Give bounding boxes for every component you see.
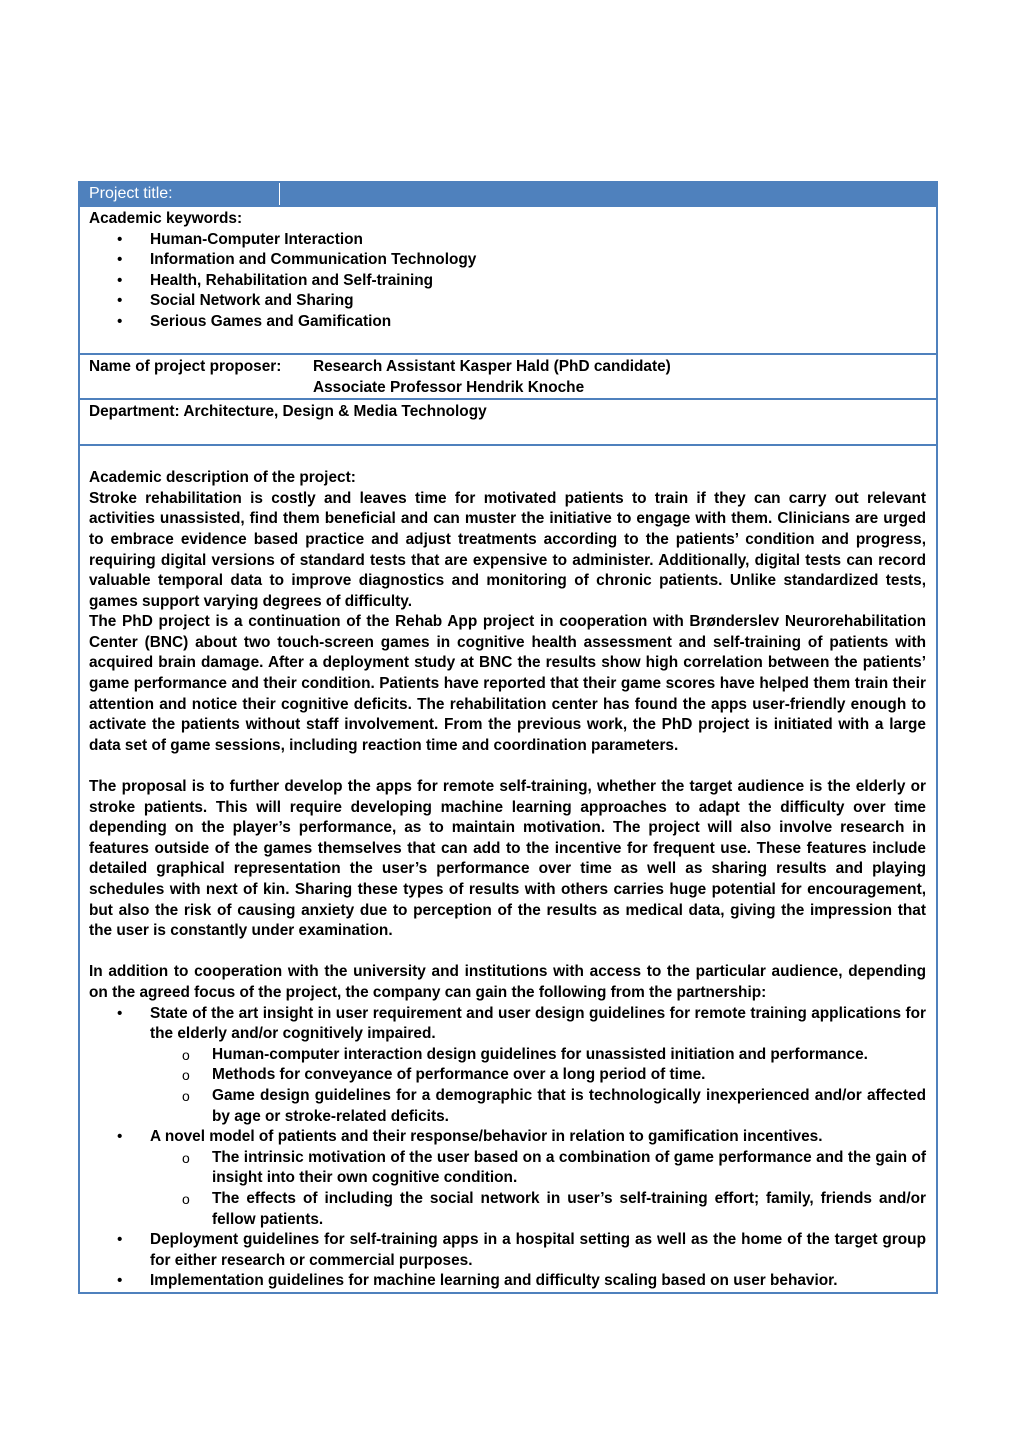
description-section: [80, 446, 936, 1292]
gain-text: • A novel model of patients and their response/behavior in relation to gamification incentives.: [150, 1128, 823, 1146]
description-paragraph: The proposal is to further develop the apps for remote self-training, whether the target audience is the elderly or stroke patients. This will require developing machine learning approaches to adapt the difficulty over time depending on the player’s performance, as to maintain motivation. The project will also involve research in features outside of the games themselves that can add to the incentive for frequent use. These features include detailed graphical representation the user’s performance over time as well as sharing results and playing schedules with next of kin. Sharing these types of results with others carries huge potential for encouragement, but also the risk of causing anxiety due to perception of the results as medical data, giving the impression that the user is constantly under examination.: [89, 778, 926, 940]
keywords-list: [89, 230, 926, 333]
keyword-item: • Human-Computer Interaction: [89, 230, 926, 251]
gain-item: [89, 1230, 926, 1271]
project-form: [78, 181, 938, 1294]
keyword-item: • Social Network and Sharing: [89, 291, 926, 312]
department-section: [80, 400, 936, 445]
gain-subitem: o Methods for conveyance of performance over a long period of time.: [150, 1065, 926, 1086]
description-heading: Academic description of the project:: [89, 469, 356, 487]
proposer-section: [80, 355, 936, 400]
department-text: Department: Architecture, Design & Media Technology: [89, 403, 487, 421]
gain-text: • Deployment guidelines for self-training apps in a hospital setting as well as the home of the target group for either research or commercial purposes.: [150, 1231, 926, 1269]
keyword-item: • Health, Rehabilitation and Self-training: [89, 271, 926, 292]
keyword-item: • Information and Communication Technology: [89, 250, 926, 271]
keywords-section: [80, 207, 936, 355]
project-title-label: Project title:: [80, 183, 280, 205]
description-paragraph: The PhD project is a continuation of the Rehab App project in cooperation with Brønderslev Neurorehabilitation Center (BNC) about two touch-screen games in cognitive health assessment and self-training of patients with acquired brain damage. After a deployment study at BNC the results show high correlation between the patients’ game performance and their condition. Patients have reported that their game scores have helped them train their attention and notice their cognitive deficits. The rehabilitation center has found the apps user-friendly enough to activate the patients without staff involvement. From the previous work, the PhD project is initiated with a large data set of game sessions, including reaction time and coordination parameters.: [89, 613, 926, 754]
gain-item: [89, 1271, 926, 1292]
gain-subitem: o Human-computer interaction design guidelines for unassisted initiation and performance.: [150, 1045, 926, 1066]
gain-subitem: o The intrinsic motivation of the user based on a combination of game performance and the gain of insight into their own cognitive condition.: [150, 1148, 926, 1189]
keywords-heading: Academic keywords:: [89, 210, 243, 227]
keyword-item: • Serious Games and Gamification: [89, 312, 926, 333]
proposer-name: Research Assistant Kasper Hald (PhD candidate): [313, 358, 671, 376]
gain-subitem: o The effects of including the social network in user’s self-training effort; family, friends and/or fellow patients.: [150, 1189, 926, 1230]
proposer-name: Associate Professor Hendrik Knoche: [313, 378, 585, 396]
description-paragraph: Stroke rehabilitation is costly and leaves time for motivated patients to train if they can carry out relevant activities unassisted, find them beneficial and can muster the initiative to engage with them. Clinicians are urged to embrace evidence based practice and adjust treatments according to the patients’ condition and progress, requiring digital versions of standard tests that are expensive to administer. Additionally, digital tests can record valuable temporal data to improve diagnostics and monitoring of chronic patients. Unlike standardized tests, games support varying degrees of difficulty.: [89, 489, 926, 610]
gain-item: [89, 1004, 926, 1128]
gain-text: • State of the art insight in user requirement and user design guidelines for remote training applications for the elderly and/or cognitively impaired.: [150, 1004, 926, 1043]
gain-text: • Implementation guidelines for machine learning and difficulty scaling based on user behavior.: [150, 1272, 838, 1290]
project-title-row: [80, 183, 936, 207]
gains-list: [89, 1004, 926, 1292]
project-title-value: [280, 183, 936, 205]
gain-item: [89, 1127, 926, 1230]
gain-subitem: o Game design guidelines for a demographic that is technologically inexperienced and/or affected by age or stroke-related deficits.: [150, 1086, 926, 1127]
proposer-label: Name of project proposer:: [89, 358, 282, 376]
description-paragraph: In addition to cooperation with the university and institutions with access to the particular audience, depending on the agreed focus of the project, the company can gain the following from the partnership:: [89, 963, 926, 1001]
